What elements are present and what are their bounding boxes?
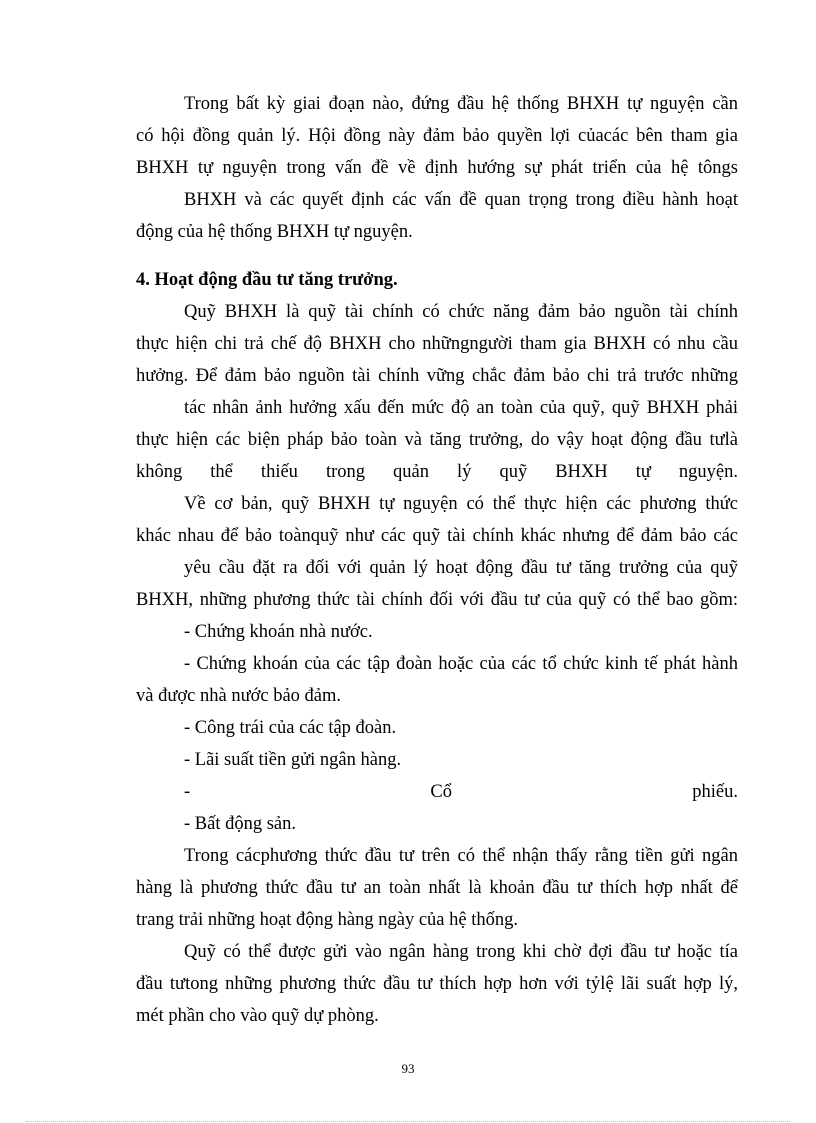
- text-line: tác nhân ảnh hưởng xấu đến mức độ an toàn của quỹ, quỹ BHXH phải: [184, 398, 738, 418]
- paragraph-bank-deposit: [136, 840, 738, 936]
- list-item: - Lãi suất tiền gửi ngân hàng.: [184, 750, 402, 770]
- paragraph-fund-purpose: [136, 296, 738, 488]
- text-line: Quỹ có thể được gửi vào ngân hàng trong khi chờ đợi đầu tư hoặc tía: [184, 942, 738, 962]
- text-line: thực hiện các biện pháp bảo toàn và tăng trưởng, do vậy hoạt động đầu tưlà: [136, 430, 738, 450]
- text-line: thực hiện chi trả chế độ BHXH cho nhữngngười tham gia BHXH có nhu cầu: [136, 334, 738, 354]
- text-line: BHXH, những phương thức tài chính đối với đầu tư của quỹ có thể bao gồm:: [136, 590, 738, 610]
- page-number: 93: [401, 1061, 415, 1076]
- text-line: Quỹ BHXH là quỹ tài chính có chức năng đảm bảo nguồn tài chính: [184, 302, 738, 322]
- text-line: hàng là phương thức đầu tư an toàn nhất là khoản đầu tư thích hợp nhất để: [136, 878, 738, 898]
- text-line: BHXH và các quyết định các vấn đề quan trọng trong điều hành hoạt: [184, 190, 738, 210]
- list-item-continuation: và được nhà nước bảo đảm.: [136, 686, 342, 706]
- list-item: - Công trái của các tập đoàn.: [184, 718, 397, 738]
- text-line: mét phần cho vào quỹ dự phòng.: [136, 1006, 379, 1026]
- document-body: [136, 88, 738, 1032]
- text-line: có hội đồng quản lý. Hội đồng này đảm bảo quyền lợi củacác bên tham gia: [136, 126, 738, 146]
- list-item: - Chứng khoán nhà nước.: [184, 622, 373, 642]
- text-line: BHXH tự nguyện trong vấn đề về định hướng sự phát triển của hệ tôngs: [136, 158, 738, 178]
- text-line: Trong bất kỳ giai đoạn nào, đứng đầu hệ thống BHXH tự nguyện cần: [184, 94, 738, 114]
- section-heading: 4. Hoạt động đầu tư tăng trưởng.: [136, 270, 398, 290]
- text-line: yêu cầu đặt ra đối với quản lý hoạt động đầu tư tăng trưởng của quỹ: [184, 558, 738, 578]
- investment-list: [136, 616, 738, 840]
- paragraph-investment-methods: [136, 488, 738, 616]
- text-line: động của hệ thống BHXH tự nguyện.: [136, 222, 413, 242]
- paragraph-governance: [136, 88, 738, 248]
- text-line: đầu tưtong những phương thức đầu tư thích hợp hơn với tỷlệ lãi suất hợp lý,: [136, 974, 738, 994]
- text-line: hưởng. Để đảm bảo nguồn tài chính vững chắc đảm bảo chi trả trước những: [136, 366, 738, 386]
- paragraph-reserve: [136, 936, 738, 1032]
- list-item: - Bất động sản.: [184, 814, 297, 834]
- text-line: trang trải những hoạt động hàng ngày của hệ thống.: [136, 910, 518, 930]
- text-line: không thể thiếu trong quản lý quỹ BHXH tự nguyện.: [136, 462, 738, 482]
- text-line: Trong cácphương thức đầu tư trên có thể nhận thấy rằng tiền gửi ngân: [184, 846, 738, 866]
- text-line: Về cơ bản, quỹ BHXH tự nguyện có thể thực hiện các phương thức: [184, 494, 738, 514]
- page-bottom-divider: [26, 1121, 790, 1122]
- list-item: - Chứng khoán của các tập đoàn hoặc của các tổ chức kinh tế phát hành: [184, 654, 738, 674]
- list-item: - Cổ phiếu.: [184, 782, 738, 802]
- text-line: khác nhau để bảo toànquỹ như các quỹ tài chính khác nhưng để đảm bảo các: [136, 526, 738, 546]
